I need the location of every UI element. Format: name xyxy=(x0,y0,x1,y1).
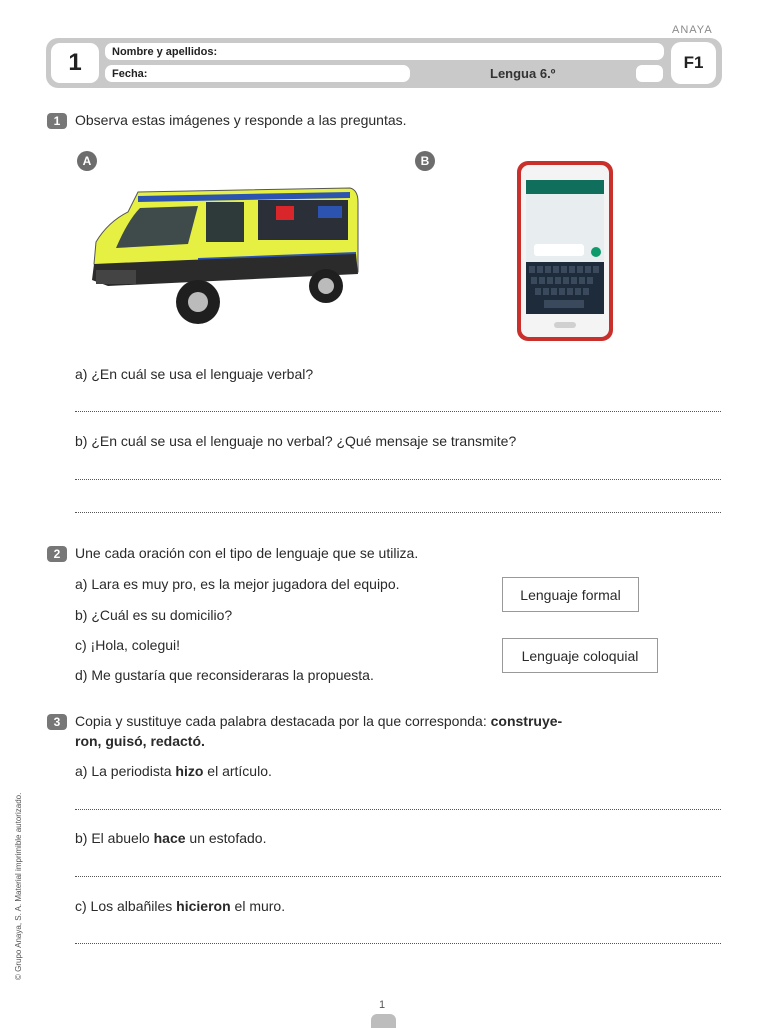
sentence-item: b) ¿Cuál es su domicilio? xyxy=(75,607,233,623)
page-tab xyxy=(371,1014,396,1028)
sentence-item: a) Lara es muy pro, es la mejor jugadora del equipo. xyxy=(75,576,400,592)
blank-field[interactable] xyxy=(636,65,663,82)
highlighted-word: hace xyxy=(153,830,186,846)
ambulance-image xyxy=(88,182,363,332)
sentence-text: c) Los albañiles xyxy=(75,898,173,914)
copyright-note: © Grupo Anaya, S. A. Material imprimible autorizado. xyxy=(14,792,23,980)
question-3b xyxy=(75,830,266,846)
answer-line[interactable] xyxy=(75,943,721,944)
sentence-text: el artículo. xyxy=(207,763,272,779)
replacement-words-continued: ron, guisó, redactó. xyxy=(75,733,205,749)
answer-line[interactable] xyxy=(75,411,721,412)
sentence-text: b) El abuelo xyxy=(75,830,150,846)
image-a-label: A xyxy=(77,151,97,171)
question-3-prompt-text: Copia y sustituye cada palabra destacada por la que corresponda: xyxy=(75,713,487,729)
sentence-item: d) Me gustaría que reconsideraras la propuesta. xyxy=(75,667,374,683)
publisher-brand: ANAYA xyxy=(672,24,713,36)
highlighted-word: hicieron xyxy=(176,898,231,914)
question-3-prompt xyxy=(75,713,562,729)
worksheet-header xyxy=(46,38,722,88)
date-label: Fecha: xyxy=(112,67,148,80)
unit-number: 1 xyxy=(51,43,99,83)
question-3-prompt-continued xyxy=(75,733,205,749)
question-3a xyxy=(75,763,272,779)
name-label: Nombre y apellidos: xyxy=(112,45,218,58)
question-1a: a) ¿En cuál se usa el lenguaje verbal? xyxy=(75,366,314,382)
answer-line[interactable] xyxy=(75,809,721,810)
question-1-prompt: Observa estas imágenes y responde a las preguntas. xyxy=(75,112,407,128)
image-b-label: B xyxy=(415,151,435,171)
sentence-text: a) La periodista xyxy=(75,763,172,779)
question-3c xyxy=(75,898,285,914)
option-coloquial[interactable]: Lenguaje coloquial xyxy=(502,638,658,673)
question-1-number: 1 xyxy=(47,113,67,129)
option-formal[interactable]: Lenguaje formal xyxy=(502,577,639,612)
question-3-number: 3 xyxy=(47,714,67,730)
subject-label: Lengua 6.º xyxy=(490,66,556,81)
page-number: 1 xyxy=(379,999,386,1011)
highlighted-word: hizo xyxy=(175,763,204,779)
sentence-text: un estofado. xyxy=(189,830,267,846)
answer-line[interactable] xyxy=(75,479,721,480)
answer-line[interactable] xyxy=(75,876,721,877)
sentence-item: c) ¡Hola, colegui! xyxy=(75,637,181,653)
smartphone-image xyxy=(516,160,614,342)
answer-line[interactable] xyxy=(75,512,721,513)
date-field[interactable] xyxy=(105,65,410,82)
question-2-prompt: Une cada oración con el tipo de lenguaje que se utiliza. xyxy=(75,545,419,561)
question-1b: b) ¿En cuál se usa el lenguaje no verbal? ¿Qué mensaje se transmite? xyxy=(75,433,517,449)
name-field[interactable] xyxy=(105,43,664,60)
replacement-words: construye- xyxy=(490,713,563,729)
sheet-code: F1 xyxy=(671,42,716,84)
sentence-text: el muro. xyxy=(234,898,286,914)
question-2-number: 2 xyxy=(47,546,67,562)
